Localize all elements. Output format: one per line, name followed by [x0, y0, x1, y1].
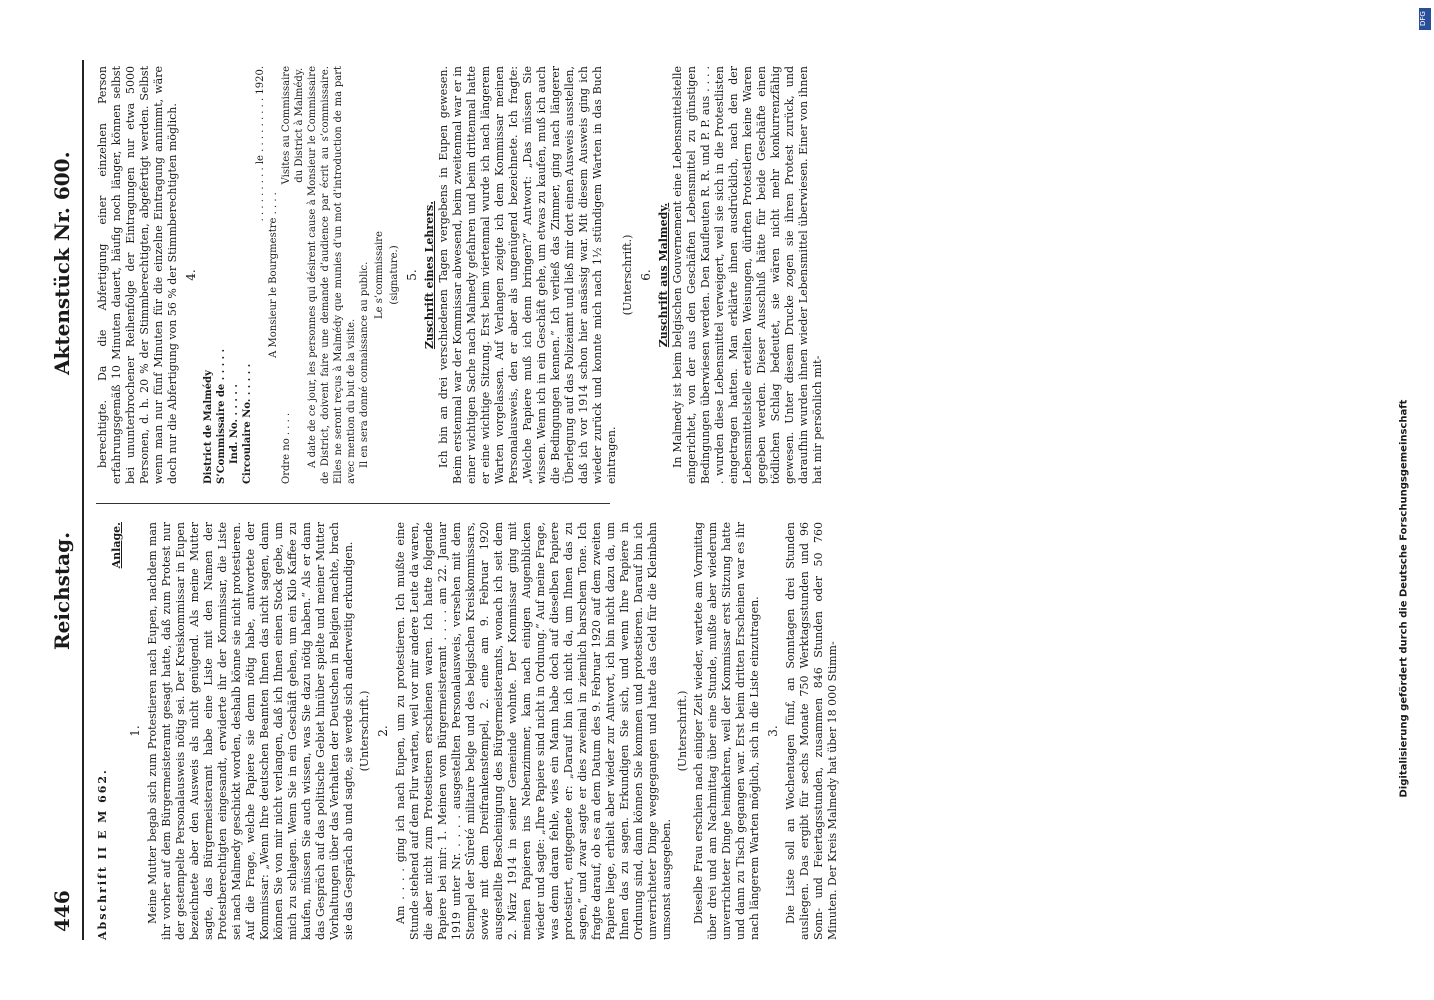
- section-2-continuation: Dieselbe Frau erschien nach einiger Zeit wieder, wartete am Vormittag über drei und am Nachmittag über eine Stunde, mußte aber wiederum unverrichteter Dinge heimkehren, weil der Kommissar erst Sitzung hatte und dann zu Tisch gegangen war. Erst beim dritten Erscheinen war es ihr nach längerem Warten möglich, sich in die Liste einzutragen.: [692, 522, 761, 940]
- form-subject: Visites au Commissaire du District à Malmédy.: [281, 66, 305, 185]
- section-3-text: Die Liste soll an Wochentagen fünf, an Sonntagen drei Stunden ausliegen. Das ergibt für sechs Monate 750 Werktagsstunden und 96 Sonn- und Feiertagsstunden, zusammen 846 Stunden oder 50 760 Minuten. Der Kreis Malmedy hat über 18 000 Stimm-: [784, 522, 839, 940]
- section-2-signature: (Unterschrift.): [676, 690, 689, 772]
- section-5-text: Ich bin an drei verschiedenen Tagen vergebens in Eupen gewesen. Beim erstenmal war der Kommissar abwesend, beim zweitenmal war er in einer wichtigen Sache nach Malmedy gefahren und beim drittenmal hatte er eine wichtige Sitzung. Erst beim viertenmal wurde ich nach längerem Warten vorgelassen. Auf Verlangen zeigte ich dem Kommissar meinen Personalausweis, den er aber als ungenügend bezeichnete. Ich fragte: „Welche Papiere muß ich denn bringen?“ Antwort: „Das müssen Sie wissen. Wenn ich in ein Geschäft gehe, um etwas zu kaufen, muß ich auch die Bedingungen kennen.“ Ich verließ das Zimmer, ging nach längerer Überlegung auf das Polizeiamt und ließ mir dort einen Ausweis ausstellen, daß ich vor 1914 schon hier ansässig war. Mit diesem Ausweis ging ich wieder zurück und konnte mich nach 1½ stündigem Warten in das Buch eintragen.: [437, 66, 618, 484]
- section-5-signature: (Unterschrift.): [621, 234, 634, 316]
- form-commissaire: S’Commissaire de . . . . .: [216, 348, 227, 484]
- section-1-signature: (Unterschrift.): [358, 690, 371, 772]
- continued-text: berechtigte. Da die Abfertigung einer einzelnen Person erfahrungsgemäß 10 Minuten dauert, häufig noch länger, können selbst bei ununterbrochener Reihenfolge der Eintragungen nur etwa 5000 Personen, d. h. 20 % der Stimmberechtigten, abgefertigt werden. Selbst wenn man nur fünf Minuten für die einzelne Eintragung annimmt, wäre doch nur die Abfertigung von 56 % der Stimmberechtigten möglich.: [96, 66, 179, 484]
- form-ordre: Ordre no . . . .: [281, 412, 292, 484]
- section-6-number: 6.: [639, 269, 653, 281]
- header-rule: [82, 60, 84, 940]
- anlage-heading: Anlage.: [110, 522, 123, 569]
- french-circular: [202, 66, 401, 484]
- section-6-text: In Malmedy ist beim belgischen Gouvernement eine Lebensmittelstelle eingerichtet, von der aus den Geschäften Lebensmittel zu günstigen Bedingungen überwiesen werden. Den Kaufleuten R. R. und P. P. aus . . . . . wurden diese Lebensmittel verweigert, weil sie sich in die Protestlisten eingetragen hatten. Man erklärte ihnen ausdrücklich, nach den der Lebensmittelstelle erteilten Weisungen, dürften Protestlern keine Waren gegeben werden. Dieser Ausschluß hätte für beide Geschäfte einen tödlichen Schlag bedeutet, sie wären nicht mehr konkurrenzfähig gewesen. Unter diesem Drucke zogen sie ihren Protest zurück, und daraufhin wurden ihnen wieder Lebensmittel überwiesen. Einer von ihnen hat mir persönlich mit-: [671, 66, 824, 484]
- section-1-number: 1.: [128, 725, 142, 737]
- form-close: Il en sera donné connaissance au public.: [359, 261, 370, 468]
- page-header: [50, 60, 78, 940]
- abschrift-heading: Abschrift II E M 662.: [96, 768, 109, 940]
- section-3-number: 3.: [766, 725, 780, 737]
- form-sig-title: Le s’commissaire: [374, 231, 385, 319]
- form-body: A date de ce jour, les personnes qui désirent cause à Monsieur le Commissaire de District, doivent faire une demande d’audience par écrit au s’commissaire. Elles ne seront reçus à Malmédy que munies d’un mot d’introduction de ma part avec mention du but de la visite.: [307, 66, 357, 484]
- digitization-note: Digitalisierung gefördert durch die Deutsche Forschungsgemeinschaft: [1398, 399, 1410, 798]
- form-district: District de Malmédy: [203, 370, 214, 484]
- form-sig: (signature.): [389, 245, 400, 305]
- form-circular-no: Circoulaire No. . . . . .: [242, 363, 253, 484]
- rotated-page: [50, 60, 839, 940]
- right-column: [96, 66, 824, 484]
- column-divider: [96, 503, 610, 504]
- header-right-title: Aktenstück Nr. 600.: [50, 151, 74, 375]
- section-5-title: Zuschrift eines Lehrers.: [423, 200, 436, 350]
- section-5-number: 5.: [405, 269, 419, 281]
- section-2-text: Am . . . . ging ich nach Eupen, um zu protestieren. Ich mußte eine Stunde stehend auf dem Flur warten, weil vor mir andere Leute da waren, die aber nicht zum Protestieren erschienen waren. Ich hatte folgende Papiere bei mir: 1. Meinen vom Bürgermeisteramt . . . . am 22. Januar 1919 unter Nr. . . . . ausgestellten Personalausweis, versehen mit dem Stempel der Sûreté militaire belge und des belgischen Kreiskommissars, sowie mit dem Dreifrankenstempel, 2. eine am 9. Februar 1920 ausgestellte Bescheinigung des Bürgermeisteramts, wonach ich seit dem 2. März 1914 in seiner Gemeinde wohnte. Der Kommissar ging mit meinen Papieren ins Nebenzimmer, kam nach einigen Augenblicken wieder und sagte: „Ihre Papiere sind nicht in Ordnung.“ Auf meine Frage, was denn daran fehle, wies ein Mann habe doch auf dieselben Papiere protestiert, entgegnete er: „Darauf bin ich nicht da, um Ihnen das zu sagen,“ und zwar sagte er dies zweimal in ziemlich barschem Tone. Ich fragte darauf, ob es an dem Datum des 9. Februar 1920 auf dem zweiten Papiere liege, erhielt aber wieder zur Antwort, ich bin nicht dazu da, um Ihnen das zu sagen. Erkundigen Sie sich, und wenn Ihre Papiere in Ordnung sind, dann können Sie kommen und protestieren. Darauf bin ich unverrichteter Dinge weggegangen und hatte das Geld für die Kleinbahn umsonst ausgegeben.: [394, 522, 673, 940]
- form-date: . . . . . . . . . le . . . . . . . . . 1920.: [255, 66, 266, 222]
- page-number: 446: [50, 890, 74, 932]
- section-1-text: Meine Mutter begab sich zum Protestieren nach Eupen, nachdem man ihr vorher auf dem Bürgermeisteramt gesagt hatte, daß zum Protest nur der gestempelte Personalausweis nötig sei. Der Kreiskommissar in Eupen bezeichnete aber den Ausweis als nicht genügend. Als meine Mutter sagte, das Bürgermeisteramt habe eine Liste mit den Namen der Protestberechtigten eingesandt, erwiderte ihr der Kommissar, die Liste sei nach Malmedy geschickt worden, deshalb könne sie nicht protestieren. Auf die Frage, welche Papiere sie denn nötig habe, antwortete der Kommissar: „Wenn Ihre deutschen Beamten Ihnen das nicht sagen, dann können Sie von mir nicht verlangen, daß ich Ihnen einen Stock gebe, um mich zu schlagen. Wenn Sie in ein Geschäft gehen, um ein Kilo Kaffee zu kaufen, müssen Sie auch wissen, was Sie dazu nötig haben.“ Als er dann das Gespräch auf das politische Gebiet hinüber spielte und meiner Mutter Vorhaltungen über das Verhalten der Deutschen in Belgien machte, brach sie das Gespräch ab und sagte, sie werde sich anderweitig erkundigen.: [146, 522, 355, 940]
- form-ind: Ind. No. . . . . .: [229, 384, 240, 464]
- form-addressee: A Monsieur le Bourgmestre . . . .: [268, 192, 279, 358]
- dfg-logo: DFG: [1419, 8, 1431, 30]
- form-subject-row: [280, 66, 306, 484]
- left-column: [96, 522, 839, 940]
- section-4-number: 4.: [184, 269, 198, 281]
- section-2-number: 2.: [376, 725, 390, 737]
- header-left-title: Reichstag.: [50, 531, 74, 650]
- section-6-title: Zuschrift aus Malmedy.: [657, 202, 670, 348]
